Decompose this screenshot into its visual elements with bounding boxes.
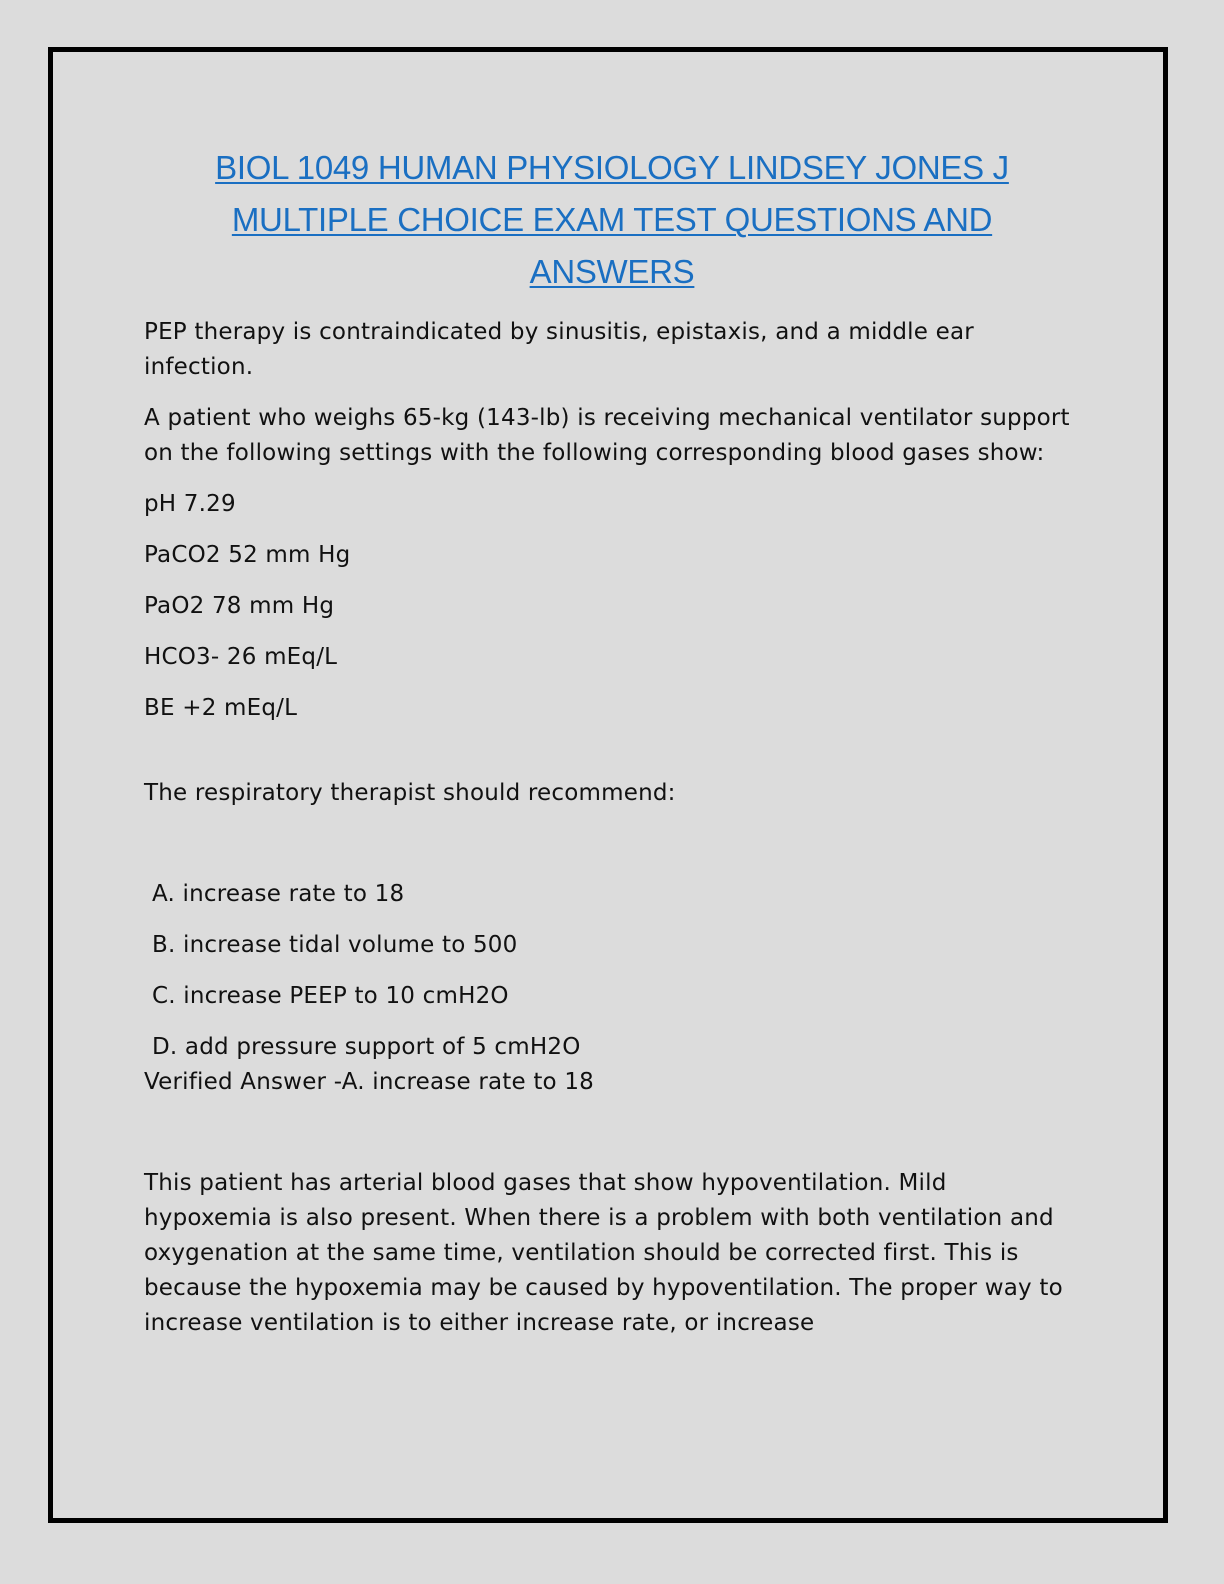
- option-a: A. increase rate to 18: [152, 881, 405, 907]
- title-line: ANSWERS: [529, 253, 695, 290]
- option-d: D. add pressure support of 5 cmH2O: [152, 1034, 581, 1060]
- verified-answer: Verified Answer -A. increase rate to 18: [144, 1069, 595, 1095]
- intro-statement: PEP therapy is contraindicated by sinusitis, epistaxis, and a middle ear infection.: [144, 319, 974, 380]
- question-stem: A patient who weighs 65-kg (143-lb) is receiving mechanical ventilator support on the following settings with the following corresponding blood gases show:: [144, 405, 1070, 466]
- option-c: C. increase PEEP to 10 cmH2O: [152, 983, 509, 1009]
- document-title: [150, 142, 1074, 298]
- blood-gas-ph: pH 7.29: [144, 491, 236, 517]
- question-prompt: The respiratory therapist should recommend:: [144, 780, 676, 806]
- answer-options: [144, 877, 1074, 1065]
- blood-gas-hco3: HCO3- 26 mEq/L: [144, 644, 338, 670]
- title-line: BIOL 1049 HUMAN PHYSIOLOGY LINDSEY JONES J: [215, 149, 1009, 186]
- blood-gas-pao2: PaO2 78 mm Hg: [144, 593, 335, 619]
- blood-gas-be: BE +2 mEq/L: [144, 695, 298, 721]
- title-line: MULTIPLE CHOICE EXAM TEST QUESTIONS AND: [231, 201, 993, 238]
- blood-gas-paco2: PaCO2 52 mm Hg: [144, 542, 351, 568]
- explanation: This patient has arterial blood gases that show hypoventilation. Mild hypoxemia is also present. When there is a problem with both ventilation and oxygenation at the same time, ventilation should be corrected first. This is because the hypoxemia may be caused by hypoventilation. The proper way to increase ventilation is to either increase rate, or increase: [144, 1170, 1063, 1336]
- option-b: B. increase tidal volume to 500: [152, 932, 518, 958]
- document-body: [144, 315, 1074, 1341]
